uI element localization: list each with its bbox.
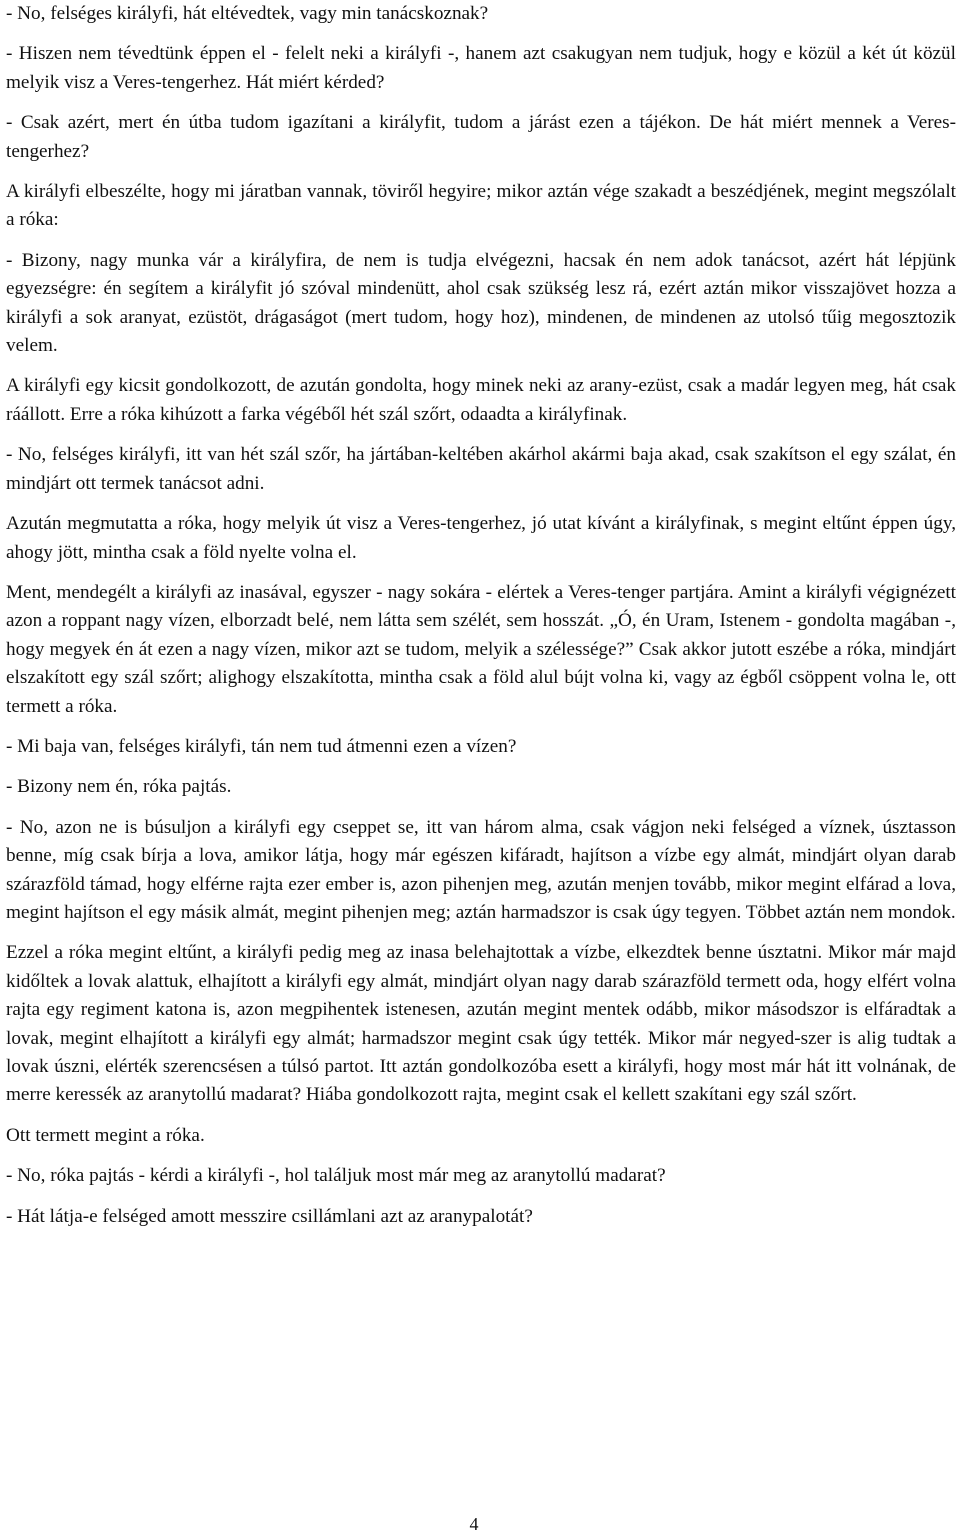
paragraph: - Hiszen nem tévedtünk éppen el - felelt neki a királyfi -, hanem azt csakugyan nem tudjuk, hogy e közül a két út közül melyik visz a Veres-tengerhez. Hát miért kérded? [6,43,956,93]
paragraph: A királyfi egy kicsit gondolkozott, de azután gondolta, hogy minek neki az arany-ezüst, csak a madár legyen meg, hát csak ráállott. Erre a róka kihúzott a farka végéből hét szál szőrt, odaadta a királyfinak. [6,375,956,425]
paragraph: - Csak azért, mert én útba tudom igazítani a királyfit, tudom a járást ezen a tájékon. De hát miért mennek a Veres-tengerhez? [6,112,956,162]
paragraph: - No, róka pajtás - kérdi a királyfi -, hol találjuk most már meg az aranytollú madarat? [6,1165,666,1187]
paragraph: Azután megmutatta a róka, hogy melyik út visz a Veres-tengerhez, jó utat kívánt a királyfinak, s megint eltűnt éppen úgy, ahogy jött, mintha csak a föld nyelte volna el. [6,513,956,563]
page-number: 4 [469,1514,479,1534]
document-page [6,0,956,1537]
paragraph: - Bizony nem én, róka pajtás. [6,776,232,798]
paragraph: - No, felséges királyfi, hát eltévedtek, vagy min tanácskoznak? [6,3,489,24]
text-body [6,0,956,1243]
paragraph: - Mi baja van, felséges királyfi, tán nem tud átmenni ezen a vízen? [6,735,517,757]
paragraph: - No, azon ne is búsuljon a királyfi egy cseppet se, itt van három alma, csak vágjon neki felséged a víznek, úsztasson benne, míg csak bírja a lova, amikor látja, hogy már egészen kifáradt, hajítson a vízbe egy almát, mindjárt olyan darab szárazföld támad, hogy elférne rajta ezer ember is, azon pihenjen meg, azután menjen tovább, mikor megint elfárad a lova, megint hajítson el egy másik almát, megint pihenjen meg; aztán harmadszor is csak úgy tegyen. Többet aztán nem mondok. [6,816,956,923]
paragraph: - Bizony, nagy munka vár a királyfira, de nem is tudja elvégezni, hacsak én nem adok tanácsot, azért hát lépjünk egyezségre: én segítem a királyfit jó szóval mindenütt, ahol csak szükség lesz rá, ezért aztán mikor visszajövet hozza a királyfi a sok aranyat, ezüstöt, drágaságot (mert tudom, hogy hoz), mindenen, de mindenen az utolsó tűig megosztozik velem. [6,249,956,357]
paragraph: - Hát látja-e felséged amott messzire csillámlani azt az aranypalotát? [6,1205,533,1227]
paragraph: Ott termett megint a róka. [6,1124,205,1146]
paragraph: A királyfi elbeszélte, hogy mi járatban vannak, töviről hegyire; mikor aztán vége szakadt a beszédjének, megint megszólalt a róka: [6,181,956,231]
paragraph: - No, felséges királyfi, itt van hét szál szőr, ha jártában-keltében akárhol akármi baja akad, csak szakítson el egy szálat, én mindjárt ott termek tanácsot adni. [6,444,956,494]
paragraph: Ezzel a róka megint eltűnt, a királyfi pedig meg az inasa belehajtottak a vízbe, elkezdtek benne úsztatni. Mikor már majd kidőltek a lovak alattuk, elhajított a királyfi egy almát, mindjárt olyan nagy darab szárazföld termett oda, hogy elfért volna rajta egy regiment katona is, azon megpihentek istenesen, azután megint mentek odább, mikor másodszor is elfáradtak a lovak, megint elhajított a királyfi egy almát; harmadszor megint csak úgy tették. Mikor már negyed-szer is alig tudtak a lovak úszni, elérték szerencsésen a túlsó partot. Itt aztán gondolkozóba esett a királyfi, hogy most már hát itt volnának, de merre keressék az aranytollú madarat? Hiába gondolkozott rajta, megint csak el kellett szakítani egy szál szőrt. [6,942,956,1106]
paragraph: Ment, mendegélt a királyfi az inasával, egyszer - nagy sokára - elértek a Veres-tenger partjára. Amint a királyfi végignézett azon a roppant nagy vízen, elborzadt belé, nem látta sem szélét, sem hosszát. „Ó, én Uram, Istenem - gondolta magában -, hogy megyek én át ezen a nagy vízen, mikor azt se tudom, melyik a szélessége?” Csak akkor jutott eszébe a róka, mindjárt elszakított egy szál szőrt; alighogy elszakította, mintha csak a föld alul bújt volna ki, vagy az égből csöppent volna le, ott termett a róka. [6,581,956,717]
